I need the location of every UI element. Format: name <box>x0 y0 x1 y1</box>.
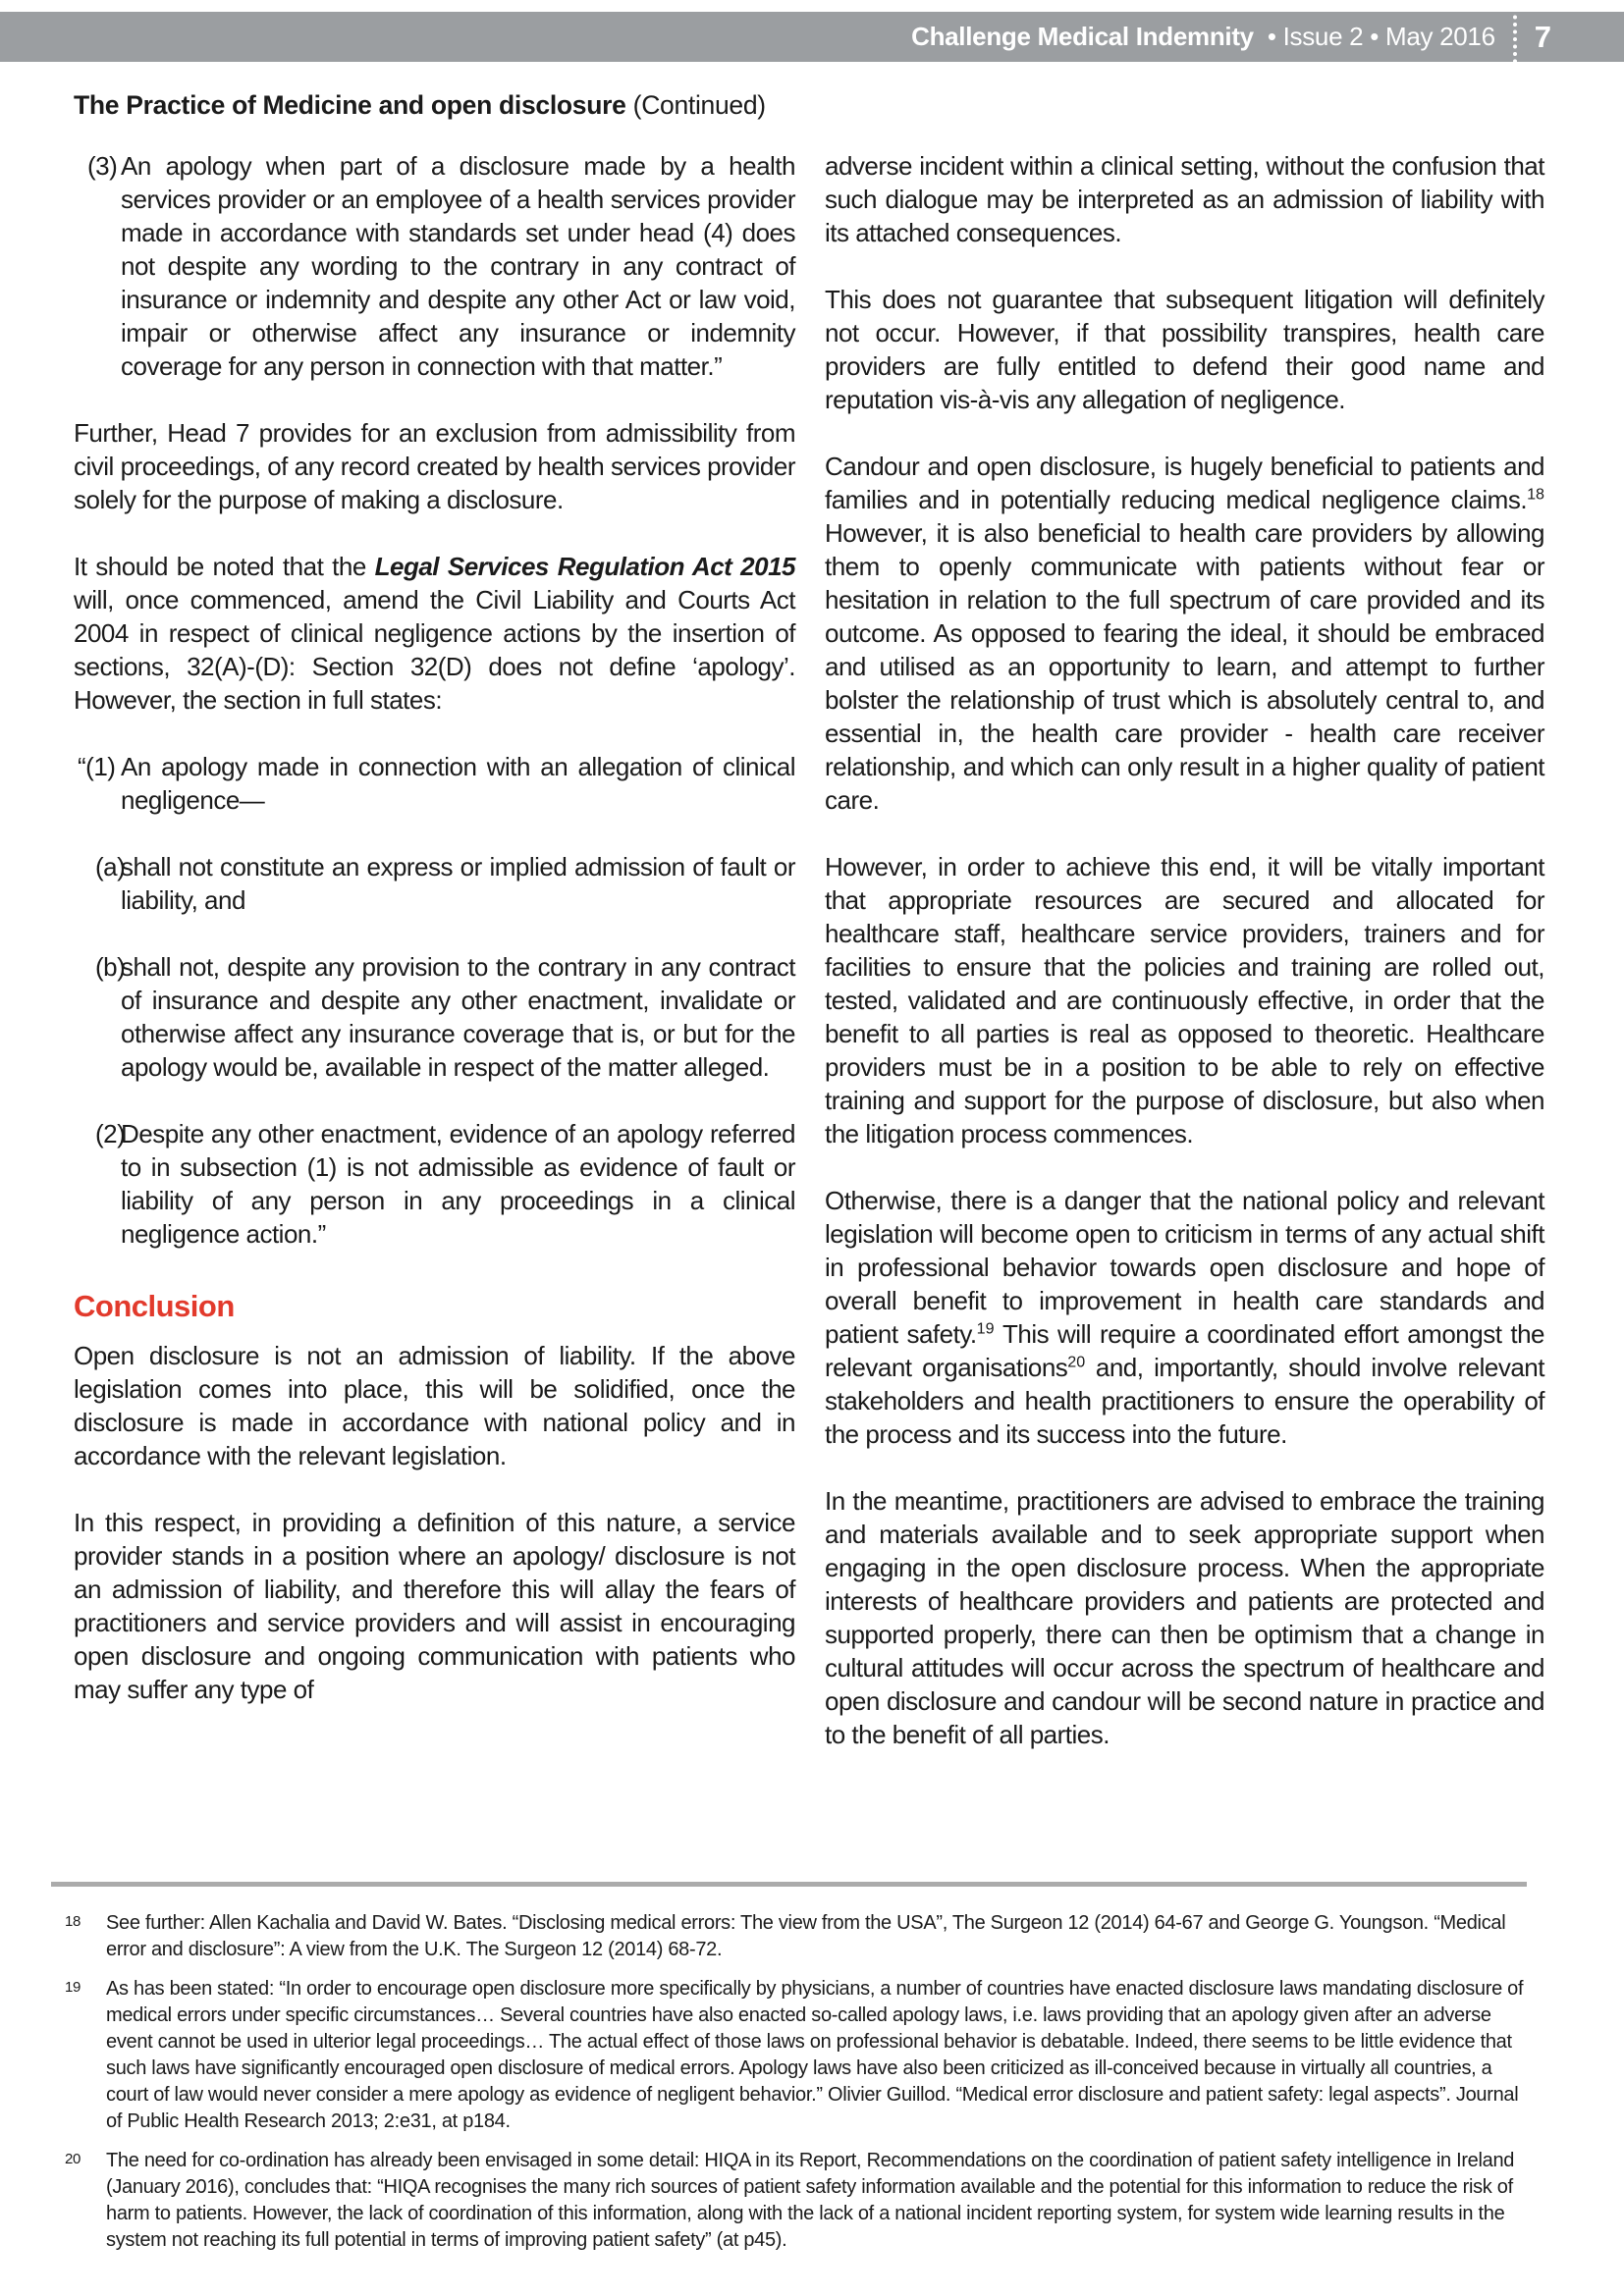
subquote-marker: (a) <box>95 852 126 881</box>
subquote-item <box>74 850 795 917</box>
footnote-item <box>51 1910 1527 1963</box>
act-name-emphasis: Legal Services Regulation Act 2015 <box>374 552 795 581</box>
text-run: However, it is also beneficial to health care providers by allowing them to openly communicate with patients without fear or hesitation in relation to the full spectrum of care provided and its outcome. As opposed to fearing the ideal, it should be embraced and utilised as an opportunity to learn, and attempt to further bolster the relationship of trust which is absolutely central to, and essential in, the health care provider - health care receiver relationship, and which can only result in a higher quality of patient care. <box>825 518 1544 815</box>
subquote-marker: (2) <box>95 1119 126 1148</box>
footnote-number: 20 <box>65 2151 81 2167</box>
dotted-divider <box>1513 8 1517 71</box>
paragraph-legal-act <box>74 550 795 717</box>
footnote-item <box>51 2148 1527 2254</box>
subquote-list <box>74 750 795 1251</box>
subquote-text: An apology made in connection with an allegation of clinical negligence— <box>121 752 795 815</box>
text-run: In the meantime, practitioners are advised to embrace the training and materials available and to seek appropriate support when engaging in the open disclosure process. When the appropriate interests of healthcare providers and patients are protected and supported properly, there can then be optimism that a change in cultural attitudes will occur across the spectrum of healthcare and open disclosure and candour will be second nature in practice and to the benefit of all parties. <box>825 1486 1544 1749</box>
conclusion-heading: Conclusion <box>74 1289 235 1323</box>
subquote-text: Despite any other enactment, evidence of an apology referred to in subsection (1) is not admissible as evidence of fault or liability of any person in any proceedings in a clinical negligence action.” <box>121 1119 795 1249</box>
text-run: and, importantly, should involve relevant stakeholders and health practitioners to ensure the operability of the process and its success into the future. <box>825 1353 1544 1449</box>
footnote-reference: 20 <box>1067 1353 1086 1371</box>
body-paragraph <box>825 149 1544 249</box>
footnote-divider <box>51 1882 1527 1887</box>
body-paragraph <box>825 850 1544 1150</box>
subquote-text: shall not, despite any provision to the contrary in any contract of insurance and despite any other enactment, invalidate or otherwise affect any insurance coverage that is, or but for the apology would be, available in respect of the matter alleged. <box>121 952 795 1082</box>
right-column <box>825 149 1544 1785</box>
text-run: This will require a coordinated effort amongst the relevant organisations <box>825 1319 1544 1382</box>
subquote-text: shall not constitute an express or implied admission of fault or liability, and <box>121 852 795 915</box>
subquote-marker: (b) <box>95 952 126 982</box>
quote-block-3 <box>74 149 795 383</box>
footnote-text: The need for co-ordination has already been envisaged in some detail: HIQA in its Report, Recommendations on the coordination of patient safety intelligence in Ireland (January 2016), concludes that: “HIQA recognises the many rich sources of patient safety information available and the potential for this information to reduce the risk of harm to patients. However, the lack of coordination of this information, along with the lack of a national incident reporting system, for system wide learning results in the system not reaching its full potential in terms of improving patient safety” (at p45). <box>106 2150 1515 2251</box>
subquote-item <box>74 1117 795 1251</box>
article-title <box>74 90 766 121</box>
issue-info: • Issue 2 • May 2016 <box>1267 22 1495 51</box>
footnote-number: 18 <box>65 1913 81 1930</box>
publication-name: Challenge Medical Indemnity <box>911 22 1254 51</box>
text-run: Candour and open disclosure, is hugely beneficial to patients and families and in potentially reducing medical negligence claims. <box>825 452 1544 514</box>
footnote-text: As has been stated: “In order to encourage open disclosure more specifically by physicians, a number of countries have enacted disclosure laws mandating disclosure of medical errors under specific circumstances… Several countries have also enacted so-called apology laws, i.e. laws providing that an apology given after an adverse event cannot be used in ulterior legal proceedings… The actual effect of those laws on professional behavior is debatable. Indeed, there seems to be little evidence that such laws have significantly encouraged open disclosure of medical errors. Apology laws have also been criticized as ill-conceived because in virtually all countries, a court of law would never consider a mere apology as evidence of negligent behavior.” Olivier Guillod. “Medical error disclosure and patient safety: legal aspects”. Journal of Public Health Research 2013; 2:e31, at p184. <box>106 1978 1524 2132</box>
quote-marker: (3) <box>87 151 118 181</box>
subquote-item <box>74 750 795 817</box>
article-title-continued: (Continued) <box>632 90 766 120</box>
text-run: will, once commenced, amend the Civil Liability and Courts Act 2004 in respect of clinical negligence actions by the insertion of sections, 32(A)-(D): Section 32(D) does not define ‘apology’. However, the section in full states: <box>74 585 795 715</box>
conclusion-paragraph-1: Open disclosure is not an admission of liability. If the above legislation comes into place, this will be solidified, once the disclosure is made in accordance with national policy and in accordance with the relevant legislation. <box>74 1341 795 1470</box>
body-paragraph <box>825 283 1544 416</box>
body-paragraph <box>825 1484 1544 1751</box>
footnote-number: 19 <box>65 1979 81 1996</box>
footnote-text: See further: Allen Kachalia and David W. Bates. “Disclosing medical errors: The view from the USA”, The Surgeon 12 (2014) 64-67 and George G. Youngson. “Medical error and disclosure”: A view from the U.K. The Surgeon 12 (2014) 68-72. <box>106 1912 1506 1960</box>
text-run: This does not guarantee that subsequent litigation will definitely not occur. However, if that possibility transpires, health care providers are fully entitled to defend their good name and reputation vis-à-vis any allegation of negligence. <box>825 285 1544 414</box>
text-run: Otherwise, there is a danger that the national policy and relevant legislation will become open to criticism in terms of any actual shift in professional behavior towards open disclosure and hope of overall benefit to improvement in health care standards and patient safety. <box>825 1186 1544 1349</box>
body-paragraph <box>825 450 1544 817</box>
text-run: It should be noted that the <box>74 552 375 581</box>
footnote-item <box>51 1976 1527 2135</box>
left-column <box>74 149 795 1739</box>
text-run: adverse incident within a clinical setting, without the confusion that such dialogue may be interpreted as an admission of liability with its attached consequences. <box>825 151 1544 247</box>
text-run: However, in order to achieve this end, it will be vitally important that appropriate resources are secured and allocated for healthcare staff, healthcare service providers, trainers and for facilities to ensure that the policies and training are rolled out, tested, validated and are continuously effective, in order that the benefit to all parties is real as opposed to theoretic. Healthcare providers must be in a position to be able to rely on effective training and support for the purpose of disclosure, but also when the litigation process commences. <box>825 852 1544 1148</box>
article-title-text: The Practice of Medicine and open disclosure <box>74 90 626 120</box>
body-paragraph <box>825 1184 1544 1451</box>
subquote-marker: “(1) <box>78 752 116 781</box>
quote-text: An apology when part of a disclosure made by a health services provider or an employee of a health services provider made in accordance with standards set under head (4) does not despite any wording to the contrary in any contract of insurance or indemnity and despite any other Act or law void, impair or otherwise affect any insurance or indemnity coverage for any person in connection with that matter.” <box>121 151 795 381</box>
subquote-item <box>74 950 795 1084</box>
footnote-reference: 19 <box>976 1319 995 1338</box>
header-bar <box>0 12 1624 62</box>
page-number: 7 <box>1534 19 1551 54</box>
conclusion-paragraph-2: In this respect, in providing a definition of this nature, a service provider stands in a position where an apology/ disclosure is not an admission of liability, and therefore this will allay the fears of practitioners and service providers and will assist in encouraging open disclosure and ongoing communication with patients who may suffer any type of <box>74 1508 795 1704</box>
paragraph-further: Further, Head 7 provides for an exclusion from admissibility from civil proceedings, of any record created by health services provider solely for the purpose of making a disclosure. <box>74 418 795 514</box>
footnotes <box>51 1910 1527 2267</box>
footnote-reference: 18 <box>1527 485 1544 504</box>
